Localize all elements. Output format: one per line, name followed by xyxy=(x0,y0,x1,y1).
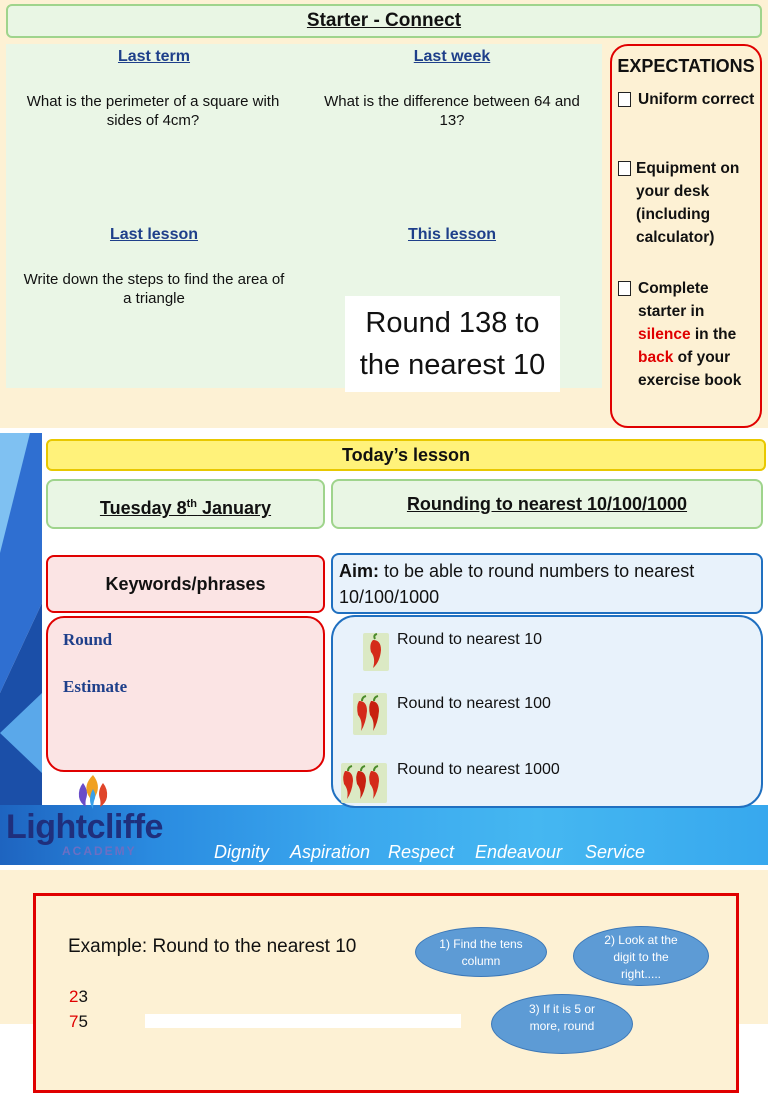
example-slide xyxy=(0,870,768,1033)
last-lesson-heading: Last lesson xyxy=(109,226,199,243)
silence-highlight: silence xyxy=(638,326,691,343)
decorative-shard-graphic xyxy=(0,433,42,865)
lesson-topic: Rounding to nearest 10/100/1000 xyxy=(331,479,763,529)
difficulty-levels xyxy=(331,615,763,808)
lesson-date: Tuesday 8th January xyxy=(46,479,325,529)
expectation-equipment: Equipment on your desk (including calculator) xyxy=(618,157,760,249)
example-number-1: 23 xyxy=(69,987,88,1006)
one-chili-icon xyxy=(363,633,389,671)
checkbox-icon xyxy=(618,92,631,107)
level-1-text: Round to nearest 10 xyxy=(397,631,542,648)
example-title: Example: Round to the nearest 10 xyxy=(68,936,357,957)
todays-lesson-slide xyxy=(0,433,768,865)
academy-flame-logo-icon xyxy=(74,773,112,813)
level-3-text: Round to nearest 1000 xyxy=(397,761,560,778)
todays-lesson-title: Today’s lesson xyxy=(46,439,766,471)
checkbox-icon xyxy=(618,161,631,176)
step-1-bubble: 1) Find the tens column xyxy=(415,927,547,977)
last-term-heading: Last term xyxy=(117,48,191,65)
two-chili-icon xyxy=(353,693,387,735)
last-week-question: What is the difference between 64 and 13? xyxy=(324,93,580,129)
starter-slide xyxy=(0,0,768,428)
answer-strip xyxy=(145,1014,461,1028)
value-service: Service xyxy=(585,842,646,862)
expectation-silence: Complete starter in silence in the back of your exercise book xyxy=(618,277,760,392)
expectations-panel xyxy=(610,44,762,428)
step-3-bubble: 3) If it is 5 or more, round xyxy=(491,994,633,1054)
value-respect: Respect xyxy=(388,842,455,862)
step-2-bubble: 2) Look at the digit to the right..... xyxy=(573,926,709,986)
last-term-question: What is the perimeter of a square with sides of 4cm? xyxy=(26,93,280,129)
keyword-estimate: Estimate xyxy=(63,677,128,696)
starter-title: Starter - Connect xyxy=(6,4,762,38)
checkbox-icon xyxy=(618,281,631,296)
keywords-title: Keywords/phrases xyxy=(46,555,325,613)
example-number-2: 75 xyxy=(69,1012,88,1031)
value-endeavour: Endeavour xyxy=(475,842,563,862)
expectations-title: EXPECTATIONS xyxy=(617,56,755,76)
last-lesson-question: Write down the steps to find the area of a triangle xyxy=(23,271,285,307)
value-aspiration: Aspiration xyxy=(290,842,371,862)
academy-logo-name: Lightcliffe xyxy=(6,808,163,846)
example-frame xyxy=(33,893,739,1093)
keyword-round: Round xyxy=(63,630,113,649)
this-lesson-question: Round 138 to the nearest 10 xyxy=(345,296,560,392)
level-2-text: Round to nearest 100 xyxy=(397,695,551,712)
value-dignity: Dignity xyxy=(214,842,270,862)
expectation-uniform: Uniform correct xyxy=(618,88,760,111)
last-week-heading: Last week xyxy=(413,48,491,65)
lesson-aim: Aim: to be able to round numbers to nearest 10/100/1000 xyxy=(331,553,763,614)
three-chili-icon xyxy=(341,763,387,803)
this-lesson-heading: This lesson xyxy=(407,226,497,243)
back-highlight: back xyxy=(638,349,674,366)
academy-logo-subtitle: ACADEMY xyxy=(62,844,137,858)
keywords-list xyxy=(46,616,325,772)
